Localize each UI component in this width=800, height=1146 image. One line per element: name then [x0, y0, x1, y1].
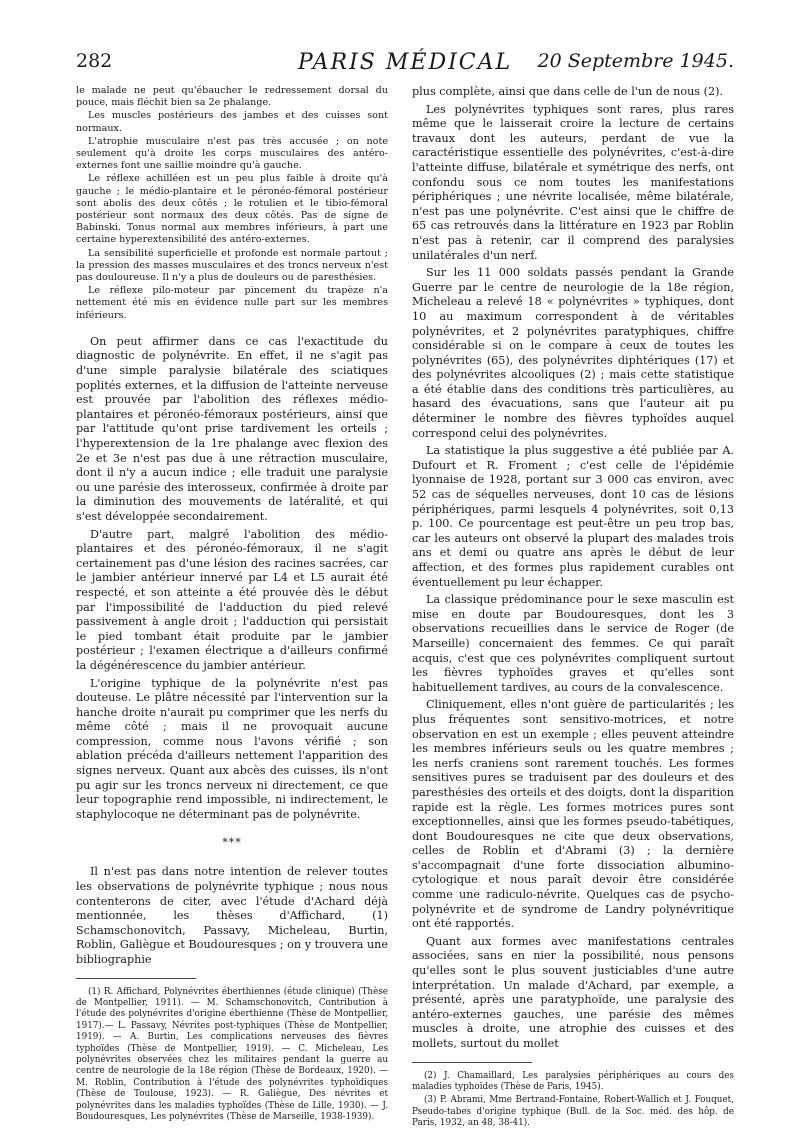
paragraph: L'atrophie musculaire n'est pas très accusée ; on note seulement qu'à droite les corps musculaires des antéro-externes font une saillie moindre qu'à gauche.: [76, 135, 388, 172]
footnote: (3) P. Abrami, Mme Bertrand-Fontaine, Robert-Wallich et J. Fouquet, Pseudo-tabes d'origine typhique (Bull. de la Soc. méd. des hôp. de Paris, 1932, an 48, 38-41).: [412, 1095, 734, 1129]
issue-date: 20 Septembre 1945.: [537, 50, 734, 72]
left-column: [76, 85, 388, 1125]
footnote: (2) J. Chamaillard, Les paralysies périphériques au cours des maladies typhoïdes (Thèse de Paris, 1945).: [412, 1070, 734, 1092]
paragraph: D'autre part, malgré l'abolition des médio-plantaires et des péronéo-fémoraux, il ne s'agit certainement pas d'une lésion des racines sacrées, car le jambier antérieur innervé par L4 et L5 aurait été respecté, et son atteinte a été prouvée dès le début par l'impossibilité de l'adduction du pied relevé passivement à angle droit ; l'adduction qui persistait le pied tombant était produite par le jambier postérieur ; l'examen électrique a d'ailleurs confirmé la dégénérescence du jambier antérieur.: [76, 527, 388, 672]
footnotes: [76, 987, 388, 1124]
paragraph: Il n'est pas dans notre intention de relever toutes les observations de polynévrite typhique ; nous nous contenterons de citer, avec l'étude d'Achard déjà mentionnée, les thèses d'Affichard, (1) Schamschonovitch, Passavy, Micheleau, Burtin, Roblin, Galiègue et Boudouresques ; on y trouvera une bibliographie: [76, 865, 388, 967]
paragraph: Le réflexe achilléen est un peu plus faible à droite qu'à gauche ; le médio-plantaire et le péronéo-fémoral postérieur sont abolis des deux côtés ; le rotulien et le tibio-fémoral postérieur sont normaux des deux côtés. Pas de signe de Babinski. Tonus normal aux membres inférieurs, à part une certaine hyperextensibilité des antéro-externes.: [76, 173, 388, 246]
page-number: 282: [76, 50, 113, 72]
paragraph: Cliniquement, elles n'ont guère de particularités ; les plus fréquentes sont sensitivo-motrices, et notre observation en est un exemple ; elles peuvent atteindre les membres inférieurs seuls ou les quatre membres ; les nerfs craniens sont rarement touchés. Les formes sensitives pures se traduisent par des douleurs et des paresthésies des orteils et des doigts, dont la disparition rapide est la règle. Les formes motrices pures sont exceptionnelles, ainsi que les formes pseudo-tabétiques, dont Boudouresques ne cite que deux observations, celles de Roblin et d'Abrami (3) ; la dernière s'accompagnait d'une forte dissociation albumino-cytologique et nous paraît devoir être considérée comme une radiculo-névrite. Quelques cas de psycho-polynévrite et de syndrome de Landry polynévritique ont été rapportés.: [412, 698, 734, 931]
paragraph: On peut affirmer dans ce cas l'exactitude du diagnostic de polynévrite. En effet, il ne s'agit pas d'une simple paralysie bilatérale des sciatiques poplités externes, et la diffusion de l'atteinte nerveuse est prouvée par l'abolition des réflexes médio-plantaires et péronéo-fémoraux postérieurs, ainsi que par l'attitude qu'ont prise tardivement les orteils ; l'hyperextension de la 1re phalange avec flexion des 2e et 3e n'est pas due à une rétraction musculaire, dont il n'y a aucun indice ; elle traduit une paralysie ou une parésie des interosseux, confirmée à droite par la diminution des mouvements de latéralité, et qui s'est développée secondairement.: [76, 334, 388, 523]
discussion: [76, 335, 388, 823]
paragraph: Les polynévrites typhiques sont rares, plus rares même que le laisserait croire la lecture de certains travaux dont les auteurs, perdant de vue la caractéristique essentielle des polynévrites, c'est-à-dire l'atteinte diffuse, bilatérale et symétrique des nerfs, ont confondu sous ce nom toutes les manifestations périphériques ; une névrite localisée, même bilatérale, n'est pas une polynévrite. C'est ainsi que le chiffre de 65 cas retrouvés dans la littérature en 1923 par Roblin n'est pas à retenir, car il comprend des paralysies unilatérales d'un nerf.: [412, 102, 734, 262]
page-header: [76, 50, 734, 80]
footnote-rule: [412, 1062, 532, 1063]
paragraph: Quant aux formes avec manifestations centrales associées, sans en nier la possibilité, nous pensons qu'elles sont le plus souvent justiciables d'une autre interprétation. Un malade d'Achard, par exemple, a présenté, après une paratyphoïde, une paralysie des antéro-externes gauches, une parésie des mêmes muscles à droite, une atrophie des cuisses et des mollets, surtout du mollet: [412, 934, 734, 1050]
right-column: [412, 85, 734, 1132]
review-intro: [76, 865, 388, 967]
journal-title: PARIS MÉDICAL: [297, 50, 513, 75]
review-body: [412, 85, 734, 1052]
paragraph: le malade ne peut qu'ébaucher le redressement dorsal du pouce, mais fléchit bien sa 2e phalange.: [76, 85, 388, 109]
footnotes: [412, 1071, 734, 1130]
paragraph: La sensibilité superficielle et profonde est normale partout ; la pression des masses musculaires et des troncs nerveux n'est pas douloureuse. Il n'y a plus de douleurs ou de paresthésies.: [76, 247, 388, 284]
footnote-rule: [76, 978, 196, 979]
section-separator: ***: [222, 836, 242, 850]
paragraph: Sur les 11 000 soldats passés pendant la Grande Guerre par le centre de neurologie de la 18e région, Micheleau a relevé 18 « polynévrites » typhiques, dont 10 au maximum correspondent à de véritables polynévrites, et 2 polynévrites paratyphiques, chiffre considérable si on le compare à ceux de toutes les polynévrites (65), des polynévrites diphtériques (17) et des polynévrites alcooliques (2) ; mais cette statistique a été établie dans des conditions très particulières, au hasard des évacuations, sans que l'auteur ait pu déterminer le nombre des fièvres typhoïdes auquel correspond celui des polynévrites.: [412, 266, 734, 440]
paragraph: Les muscles postérieurs des jambes et des cuisses sont normaux.: [76, 110, 388, 134]
case-details: [76, 85, 388, 322]
paragraph: La statistique la plus suggestive a été publiée par A. Dufourt et R. Froment ; c'est celle de l'épidémie lyonnaise de 1928, portant sur 3 000 cas environ, avec 52 cas de séquelles nerveuses, dont 10 cas de lésions périphériques, parmi lesquels 4 polynévrites, soit 0,13 p. 100. Ce pourcentage est peut-être un peu trop bas, car les auteurs ont observé la plupart des malades trois ans et demi ou quatre ans après le début de leur affection, et des formes plus rapidement curables ont éventuellement pu leur échapper.: [412, 444, 734, 589]
footnote: (1) R. Affichard, Polynévrites éberthiennes (étude clinique) (Thèse de Montpellier, 1911). — M. Schamschonovitch, Contribution à l'étude des polynévrites d'origine éberthienne (Thèse de Montpellier, 1917).— L. Passavy, Névrites post-typhiques (Thèse de Montpellier, 1919). — A. Burtin, Les complications nerveuses des fièvres typhoïdes (Thèse de Montpellier, 1919). — C. Micheleau, Les polynévrites observées chez les militaires pendant la guerre au centre de neurologie de la 18e région (Thèse de Bordeaux, 1920). — M. Roblin, Contribution à l'étude des polynévrites typhoïdiques (Thèse de Toulouse, 1923). — R. Galiègue, Des névrites et polynévrites dans les maladies typhoïdes (Thèse de Lille, 1930). — J. Boudouresques, Les polynévrites (Thèse de Marseille, 1938-1939).: [76, 986, 388, 1123]
paragraph: La classique prédominance pour le sexe masculin est mise en doute par Boudouresques, dont les 3 observations recueillies dans le service de Roger (de Marseille) concernaient des femmes. Ce qui paraît acquis, c'est que ces polynévrites compliquent surtout les fièvres typhoïdes graves et qu'elles sont habituellement tardives, au cours de la convalescence.: [412, 593, 734, 694]
paragraph: L'origine typhique de la polynévrite n'est pas douteuse. Le plâtre nécessité par l'intervention sur la hanche droite n'aurait pu comprimer que les nerfs du même côté ; mais il ne provoquait aucune compression, comme nous l'avons vérifié ; son ablation précéda d'ailleurs nettement l'apparition des signes nerveux. Quant aux abcès des cuisses, ils n'ont pu agir sur les troncs nerveux ni directement, ce que leur topographie rend impossible, ni indirectement, le staphylocoque ne déterminant pas de polynévrite.: [76, 676, 388, 821]
paragraph: plus complète, ainsi que dans celle de l'un de nous (2).: [412, 85, 724, 98]
paragraph: Le réflexe pilo-moteur par pincement du trapèze n'a nettement été mis en évidence nulle part sur les membres inférieurs.: [76, 285, 388, 321]
